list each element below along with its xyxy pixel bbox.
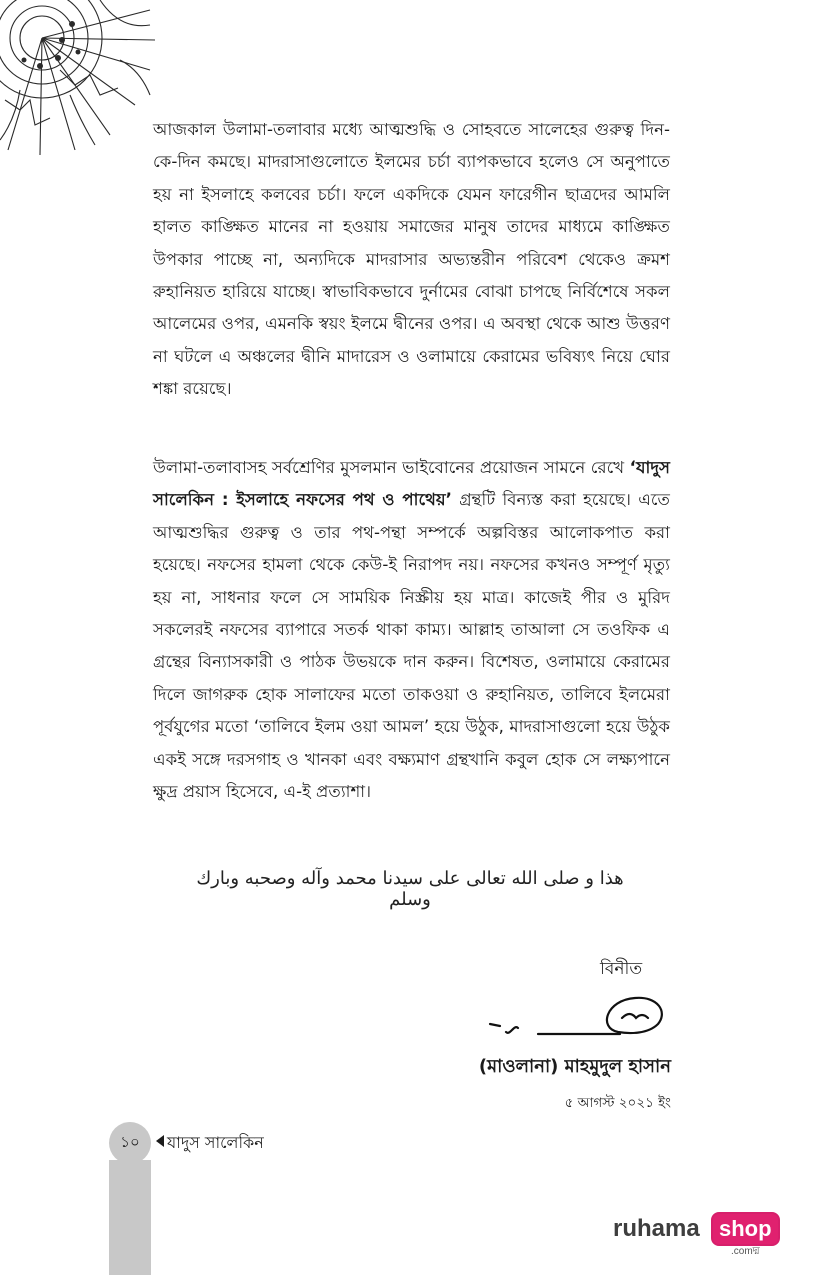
sidebar-bar (109, 1160, 151, 1275)
mandala-ornament-icon (0, 0, 160, 160)
logo-subtext: .comদ্ম (731, 1246, 760, 1257)
paragraph-book-before: উলামা-তলাবাসহ সর্বশ্রেণির মুসলমান ভাইবোনের প্রয়োজন সামনে রেখে (153, 458, 630, 477)
running-title: যাদুস সালেকিন (167, 1133, 264, 1152)
paragraph-book (153, 452, 670, 808)
logo-word: ruhama (613, 1215, 700, 1242)
closing-salutation: বিনীত (600, 959, 643, 979)
ruhamashop-logo (613, 1210, 783, 1258)
date: ৫ আগস্ট ২০২১ ইং (564, 1095, 671, 1111)
logo-box: shop (711, 1212, 780, 1246)
signature-mark-icon (470, 988, 680, 1050)
paragraph-book-after: গ্রন্থটি বিন্যস্ত করা হয়েছে। এতে আত্মশুদ্ধির গুরুত্ব ও তার পথ-পন্থা সম্পর্কে অল্পবিস্তর আলোকপাত করা হয়েছে। নফসের হামলা থেকে কেউ-ই নিরাপদ নয়। নফসের কখনও সম্পূর্ণ মৃত্যু হয় না, সাধনার ফলে সে সাময়িক নিস্ক্রীয় হয় মাত্র। কাজেই পীর ও মুরিদ সকলেরই নফসের ব্যাপারে সতর্ক থাকা কাম্য। আল্লাহ তাআলা সে তওফিক এ গ্রন্থের বিন্যাসকারী ও পাঠক উভয়কে দান করুন। বিশেষত, ওলামায়ে কেরামের দিলে জাগরুক হোক সালাফের মতো তাকওয়া ও রুহানিয়ত, তালিবে ইলমেরা পূর্বযুগের মতো ‘তালিবে ইলম ওয়া আমল’ হয়ে উঠুক, মাদরাসাগুলো হয়ে উঠুক একই সঙ্গে দরসগাহ ও খানকা এবং বক্ষ্যমাণ গ্রন্থখানি কবুল হোক সে লক্ষ্যপানে ক্ষুদ্র প্রয়াস হিসেবে, এ-ই প্রত্যাশা। (153, 490, 670, 802)
page-number: ১০ (109, 1122, 151, 1164)
book-title: ‘যাদুস সালেকিন : ইসলাহে নফসের পথ ও পাথেয়’ (153, 458, 670, 510)
arabic-blessing: هذا و صلى الله تعالى على سيدنا محمد وآله وصحبه وبارك وسلم (196, 868, 624, 910)
arrow-left-icon (156, 1135, 164, 1147)
paragraph-intro: আজকাল উলামা-তলাবার মধ্যে আত্মশুদ্ধি ও সোহবতে সালেহের গুরুত্ব দিন-কে-দিন কমছে। মাদরাসাগুলোতে ইলমের চর্চা ব্যাপকভাবে হলেও সে অনুপাতে হয় না ইসলাহে কলবের চর্চা। ফলে একদিকে যেমন ফারেগীন ছাত্রদের আমলি হালত কাঙ্ক্ষিত মানের না হওয়ায় সমাজের মানুষ তাদের মাধ্যমে কাঙ্ক্ষিত উপকার পাচ্ছে না, অন্যদিকে মাদরাসার অভ্যন্তরীন পরিবেশ থেকেও ক্রমশ রুহানিয়ত হারিয়ে যাচ্ছে। স্বাভাবিকভাবে দুর্নামের বোঝা চাপছে নির্বিশেষে সকল আলেমের ওপর, এমনকি স্বয়ং ইলমে দ্বীনের ওপর। এ অবস্থা থেকে আশু উত্তরণ না ঘটলে এ অঞ্চলের দ্বীনি মাদারেস ও ওলামায়ে কেরামের ভবিষ্যৎ নিয়ে ঘোর শঙ্কা রয়েছে। (153, 120, 670, 399)
author-name: (মাওলানা) মাহমুদুল হাসান (478, 1056, 671, 1077)
